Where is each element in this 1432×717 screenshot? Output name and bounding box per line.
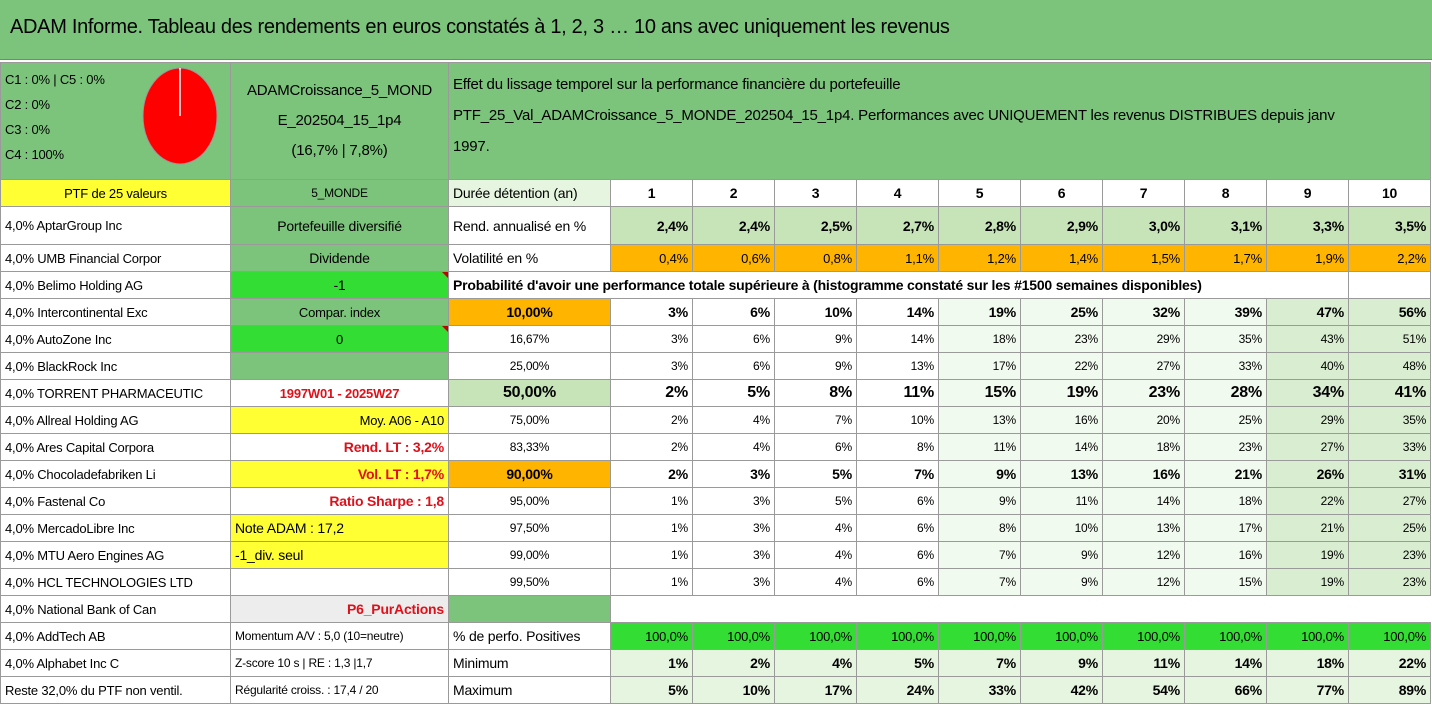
proba-9-year-9: 21% <box>1267 515 1349 542</box>
minimum-year-7: 11% <box>1103 650 1185 677</box>
proba-2-year-8: 35% <box>1185 326 1267 353</box>
holding-row-8: 4,0% Allreal Holding AG <box>1 407 231 434</box>
maximum-year-10: 89% <box>1349 677 1431 704</box>
allocation-legend <box>1 63 231 180</box>
threshold-6: 83,33% <box>449 434 611 461</box>
proba-3-year-3: 9% <box>775 353 857 380</box>
proba-6-year-7: 18% <box>1103 434 1185 461</box>
info-compar-index: Compar. index <box>231 299 449 326</box>
minimum-label: Minimum <box>449 650 611 677</box>
proba-5-year-3: 7% <box>775 407 857 434</box>
maximum-year-5: 33% <box>939 677 1021 704</box>
proba-title: Probabilité d'avoir une performance totale supérieure à (histogramme constaté sur les #1500 semaines disponibles) <box>449 272 1349 299</box>
proba-1-year-6: 25% <box>1021 299 1103 326</box>
proba-10-year-7: 12% <box>1103 542 1185 569</box>
proba-10-year-8: 16% <box>1185 542 1267 569</box>
description-cell <box>449 63 1431 180</box>
year-header-7: 7 <box>1103 180 1185 207</box>
proba-6-year-10: 33% <box>1349 434 1431 461</box>
proba-5-year-8: 25% <box>1185 407 1267 434</box>
positive-year-2: 100,0% <box>693 623 775 650</box>
maximum-year-3: 17% <box>775 677 857 704</box>
info-blank <box>231 353 449 380</box>
proba-3-year-6: 22% <box>1021 353 1103 380</box>
fund-name-line1: ADAMCroissance_5_MOND <box>246 82 433 99</box>
proba-4-year-6: 19% <box>1021 380 1103 407</box>
minimum-year-3: 4% <box>775 650 857 677</box>
threshold-1: 10,00% <box>449 299 611 326</box>
info-period: 1997W01 - 2025W27 <box>231 380 449 407</box>
proba-3-year-4: 13% <box>857 353 939 380</box>
maximum-year-2: 10% <box>693 677 775 704</box>
holding-row-10: 4,0% Chocoladefabriken Li <box>1 461 231 488</box>
proba-7-year-4: 7% <box>857 461 939 488</box>
holding-row-11: 4,0% Fastenal Co <box>1 488 231 515</box>
holding-row-17: 4,0% Alphabet Inc C <box>1 650 231 677</box>
info-green-blank <box>449 596 611 623</box>
duration-label: Durée détention (an) <box>449 180 611 207</box>
proba-6-year-5: 11% <box>939 434 1021 461</box>
proba-8-year-3: 5% <box>775 488 857 515</box>
rend-year-2: 2,4% <box>693 207 775 245</box>
threshold-3: 25,00% <box>449 353 611 380</box>
proba-2-year-4: 14% <box>857 326 939 353</box>
universe-label: 5_MONDE <box>231 180 449 207</box>
vol-year-5: 1,2% <box>939 245 1021 272</box>
proba-7-year-2: 3% <box>693 461 775 488</box>
vol-label: Volatilité en % <box>449 245 611 272</box>
page-title: ADAM Informe. Tableau des rendements en euros constatés à 1, 2, 3 … 10 ans avec uniquement les revenus <box>10 16 950 38</box>
proba-9-year-2: 3% <box>693 515 775 542</box>
holding-row-16: 4,0% AddTech AB <box>1 623 231 650</box>
proba-11-year-6: 9% <box>1021 569 1103 596</box>
holding-row-7: 4,0% TORRENT PHARMACEUTIC <box>1 380 231 407</box>
holding-row-5: 4,0% AutoZone Inc <box>1 326 231 353</box>
maximum-year-8: 66% <box>1185 677 1267 704</box>
proba-4-year-2: 5% <box>693 380 775 407</box>
description-line1: Effet du lissage temporel sur la performance financière du portefeuille <box>453 76 901 93</box>
proba-4-year-7: 23% <box>1103 380 1185 407</box>
fund-name-line2: E_202504_15_1p4 <box>277 112 402 129</box>
legend-c4: C4 : 100% <box>5 147 64 162</box>
vol-year-8: 1,7% <box>1185 245 1267 272</box>
proba-1-year-4: 14% <box>857 299 939 326</box>
proba-7-year-3: 5% <box>775 461 857 488</box>
proba-9-year-3: 4% <box>775 515 857 542</box>
fund-name-cell <box>231 63 449 180</box>
minimum-year-5: 7% <box>939 650 1021 677</box>
proba-8-year-7: 14% <box>1103 488 1185 515</box>
positive-year-3: 100,0% <box>775 623 857 650</box>
proba-2-year-1: 3% <box>611 326 693 353</box>
minimum-year-4: 5% <box>857 650 939 677</box>
threshold-11: 99,50% <box>449 569 611 596</box>
info-zero: 0 <box>231 326 449 353</box>
proba-7-year-1: 2% <box>611 461 693 488</box>
positive-year-7: 100,0% <box>1103 623 1185 650</box>
proba-title-spacer <box>1349 272 1431 299</box>
minimum-year-1: 1% <box>611 650 693 677</box>
proba-3-year-2: 6% <box>693 353 775 380</box>
rend-year-1: 2,4% <box>611 207 693 245</box>
proba-5-year-5: 13% <box>939 407 1021 434</box>
fund-name-line3: (16,7% | 7,8%) <box>291 142 388 159</box>
description-line3: 1997. <box>453 138 490 155</box>
info-momentum: Momentum A/V : 5,0 (10=neutre) <box>231 623 449 650</box>
proba-11-year-9: 19% <box>1267 569 1349 596</box>
minimum-year-8: 14% <box>1185 650 1267 677</box>
info-moy: Moy. A06 - A10 <box>231 407 449 434</box>
rend-label: Rend. annualisé en % <box>449 207 611 245</box>
year-header-3: 3 <box>775 180 857 207</box>
proba-11-year-10: 23% <box>1349 569 1431 596</box>
positive-year-10: 100,0% <box>1349 623 1431 650</box>
holding-row-13: 4,0% MTU Aero Engines AG <box>1 542 231 569</box>
vol-year-2: 0,6% <box>693 245 775 272</box>
proba-8-year-1: 1% <box>611 488 693 515</box>
proba-11-year-2: 3% <box>693 569 775 596</box>
proba-11-year-3: 4% <box>775 569 857 596</box>
description-line2: PTF_25_Val_ADAMCroissance_5_MONDE_202504_15_1p4. Performances avec UNIQUEMENT les revenus DISTRIBUES depuis janv <box>453 107 1335 124</box>
proba-4-year-3: 8% <box>775 380 857 407</box>
proba-1-year-7: 32% <box>1103 299 1185 326</box>
proba-11-year-7: 12% <box>1103 569 1185 596</box>
info-p6: P6_PurActions <box>231 596 449 623</box>
info-vol-lt: Vol. LT : 1,7% <box>231 461 449 488</box>
info-empty <box>231 569 449 596</box>
vol-year-9: 1,9% <box>1267 245 1349 272</box>
proba-8-year-4: 6% <box>857 488 939 515</box>
proba-3-year-8: 33% <box>1185 353 1267 380</box>
rend-year-8: 3,1% <box>1185 207 1267 245</box>
vol-year-10: 2,2% <box>1349 245 1431 272</box>
proba-7-year-7: 16% <box>1103 461 1185 488</box>
vol-year-7: 1,5% <box>1103 245 1185 272</box>
year-header-6: 6 <box>1021 180 1103 207</box>
allocation-pie-chart <box>141 66 219 166</box>
proba-7-year-6: 13% <box>1021 461 1103 488</box>
proba-2-year-3: 9% <box>775 326 857 353</box>
proba-6-year-1: 2% <box>611 434 693 461</box>
proba-4-year-9: 34% <box>1267 380 1349 407</box>
year-header-9: 9 <box>1267 180 1349 207</box>
holding-row-3: 4,0% Belimo Holding AG <box>1 272 231 299</box>
ptf-count: PTF de 25 valeurs <box>1 180 231 207</box>
proba-5-year-9: 29% <box>1267 407 1349 434</box>
proba-7-year-10: 31% <box>1349 461 1431 488</box>
vol-year-4: 1,1% <box>857 245 939 272</box>
info-rend-lt: Rend. LT : 3,2% <box>231 434 449 461</box>
proba-4-year-8: 28% <box>1185 380 1267 407</box>
title-bar <box>0 0 1432 60</box>
threshold-2: 16,67% <box>449 326 611 353</box>
year-header-10: 10 <box>1349 180 1431 207</box>
proba-9-year-6: 10% <box>1021 515 1103 542</box>
legend-c1-c5: C1 : 0% | C5 : 0% <box>5 72 105 87</box>
positive-year-8: 100,0% <box>1185 623 1267 650</box>
proba-10-year-5: 7% <box>939 542 1021 569</box>
proba-2-year-9: 43% <box>1267 326 1349 353</box>
maximum-year-6: 42% <box>1021 677 1103 704</box>
proba-4-year-1: 2% <box>611 380 693 407</box>
proba-10-year-3: 4% <box>775 542 857 569</box>
positive-year-4: 100,0% <box>857 623 939 650</box>
positive-label: % de perfo. Positives <box>449 623 611 650</box>
proba-2-year-2: 6% <box>693 326 775 353</box>
holding-row-6: 4,0% BlackRock Inc <box>1 353 231 380</box>
proba-9-year-8: 17% <box>1185 515 1267 542</box>
proba-9-year-5: 8% <box>939 515 1021 542</box>
vol-year-6: 1,4% <box>1021 245 1103 272</box>
rend-year-9: 3,3% <box>1267 207 1349 245</box>
proba-9-year-10: 25% <box>1349 515 1431 542</box>
proba-8-year-10: 27% <box>1349 488 1431 515</box>
maximum-year-9: 77% <box>1267 677 1349 704</box>
proba-3-year-9: 40% <box>1267 353 1349 380</box>
proba-11-year-8: 15% <box>1185 569 1267 596</box>
maximum-year-4: 24% <box>857 677 939 704</box>
proba-5-year-4: 10% <box>857 407 939 434</box>
proba-1-year-3: 10% <box>775 299 857 326</box>
blank-spacer <box>611 596 1431 623</box>
minimum-year-6: 9% <box>1021 650 1103 677</box>
holding-row-9: 4,0% Ares Capital Corpora <box>1 434 231 461</box>
proba-1-year-2: 6% <box>693 299 775 326</box>
info-regularite: Régularité croiss. : 17,4 / 20 <box>231 677 449 704</box>
proba-10-year-6: 9% <box>1021 542 1103 569</box>
minimum-year-9: 18% <box>1267 650 1349 677</box>
proba-1-year-10: 56% <box>1349 299 1431 326</box>
proba-1-year-9: 47% <box>1267 299 1349 326</box>
info-note: Note ADAM : 17,2 <box>231 515 449 542</box>
info-zscore: Z-score 10 s | RE : 1,3 |1,7 <box>231 650 449 677</box>
proba-1-year-8: 39% <box>1185 299 1267 326</box>
year-header-5: 5 <box>939 180 1021 207</box>
legend-c3: C3 : 0% <box>5 122 50 137</box>
holding-row-15: 4,0% National Bank of Can <box>1 596 231 623</box>
year-header-8: 8 <box>1185 180 1267 207</box>
proba-10-year-9: 19% <box>1267 542 1349 569</box>
minimum-year-2: 2% <box>693 650 775 677</box>
threshold-8: 95,00% <box>449 488 611 515</box>
rend-year-5: 2,8% <box>939 207 1021 245</box>
vol-year-3: 0,8% <box>775 245 857 272</box>
returns-table <box>0 62 1431 704</box>
proba-8-year-9: 22% <box>1267 488 1349 515</box>
info-diversified: Portefeuille diversifié <box>231 207 449 245</box>
proba-7-year-5: 9% <box>939 461 1021 488</box>
proba-10-year-4: 6% <box>857 542 939 569</box>
threshold-5: 75,00% <box>449 407 611 434</box>
positive-year-1: 100,0% <box>611 623 693 650</box>
vol-year-1: 0,4% <box>611 245 693 272</box>
proba-6-year-8: 23% <box>1185 434 1267 461</box>
proba-2-year-7: 29% <box>1103 326 1185 353</box>
proba-1-year-1: 3% <box>611 299 693 326</box>
info-minus-one: -1 <box>231 272 449 299</box>
proba-6-year-4: 8% <box>857 434 939 461</box>
proba-5-year-7: 20% <box>1103 407 1185 434</box>
proba-10-year-1: 1% <box>611 542 693 569</box>
proba-2-year-10: 51% <box>1349 326 1431 353</box>
proba-11-year-1: 1% <box>611 569 693 596</box>
holding-row-4: 4,0% Intercontinental Exc <box>1 299 231 326</box>
holding-row-2: 4,0% UMB Financial Corpor <box>1 245 231 272</box>
proba-7-year-8: 21% <box>1185 461 1267 488</box>
threshold-10: 99,00% <box>449 542 611 569</box>
minimum-year-10: 22% <box>1349 650 1431 677</box>
info-dividend: Dividende <box>231 245 449 272</box>
remaining-portfolio: Reste 32,0% du PTF non ventil. <box>1 677 231 704</box>
proba-6-year-6: 14% <box>1021 434 1103 461</box>
proba-2-year-6: 23% <box>1021 326 1103 353</box>
proba-5-year-10: 35% <box>1349 407 1431 434</box>
proba-9-year-1: 1% <box>611 515 693 542</box>
info-div-seul: -1_div. seul <box>231 542 449 569</box>
rend-year-7: 3,0% <box>1103 207 1185 245</box>
rend-year-4: 2,7% <box>857 207 939 245</box>
proba-6-year-2: 4% <box>693 434 775 461</box>
proba-3-year-10: 48% <box>1349 353 1431 380</box>
maximum-year-1: 5% <box>611 677 693 704</box>
proba-8-year-6: 11% <box>1021 488 1103 515</box>
year-header-1: 1 <box>611 180 693 207</box>
proba-7-year-9: 26% <box>1267 461 1349 488</box>
proba-8-year-5: 9% <box>939 488 1021 515</box>
holding-row-14: 4,0% HCL TECHNOLOGIES LTD <box>1 569 231 596</box>
threshold-7: 90,00% <box>449 461 611 488</box>
proba-3-year-5: 17% <box>939 353 1021 380</box>
positive-year-5: 100,0% <box>939 623 1021 650</box>
threshold-4: 50,00% <box>449 380 611 407</box>
proba-5-year-6: 16% <box>1021 407 1103 434</box>
threshold-9: 97,50% <box>449 515 611 542</box>
info-sharpe: Ratio Sharpe : 1,8 <box>231 488 449 515</box>
proba-9-year-7: 13% <box>1103 515 1185 542</box>
year-header-4: 4 <box>857 180 939 207</box>
proba-4-year-4: 11% <box>857 380 939 407</box>
proba-3-year-1: 3% <box>611 353 693 380</box>
rend-year-10: 3,5% <box>1349 207 1431 245</box>
proba-3-year-7: 27% <box>1103 353 1185 380</box>
maximum-year-7: 54% <box>1103 677 1185 704</box>
proba-9-year-4: 6% <box>857 515 939 542</box>
proba-10-year-10: 23% <box>1349 542 1431 569</box>
positive-year-6: 100,0% <box>1021 623 1103 650</box>
maximum-label: Maximum <box>449 677 611 704</box>
proba-5-year-1: 2% <box>611 407 693 434</box>
year-header-2: 2 <box>693 180 775 207</box>
proba-8-year-8: 18% <box>1185 488 1267 515</box>
proba-6-year-9: 27% <box>1267 434 1349 461</box>
proba-4-year-5: 15% <box>939 380 1021 407</box>
proba-11-year-5: 7% <box>939 569 1021 596</box>
proba-10-year-2: 3% <box>693 542 775 569</box>
proba-2-year-5: 18% <box>939 326 1021 353</box>
rend-year-6: 2,9% <box>1021 207 1103 245</box>
legend-c2: C2 : 0% <box>5 97 50 112</box>
proba-6-year-3: 6% <box>775 434 857 461</box>
proba-8-year-2: 3% <box>693 488 775 515</box>
proba-1-year-5: 19% <box>939 299 1021 326</box>
proba-4-year-10: 41% <box>1349 380 1431 407</box>
rend-year-3: 2,5% <box>775 207 857 245</box>
holding-row-12: 4,0% MercadoLibre Inc <box>1 515 231 542</box>
proba-5-year-2: 4% <box>693 407 775 434</box>
proba-11-year-4: 6% <box>857 569 939 596</box>
holding-row-1: 4,0% AptarGroup Inc <box>1 207 231 245</box>
positive-year-9: 100,0% <box>1267 623 1349 650</box>
